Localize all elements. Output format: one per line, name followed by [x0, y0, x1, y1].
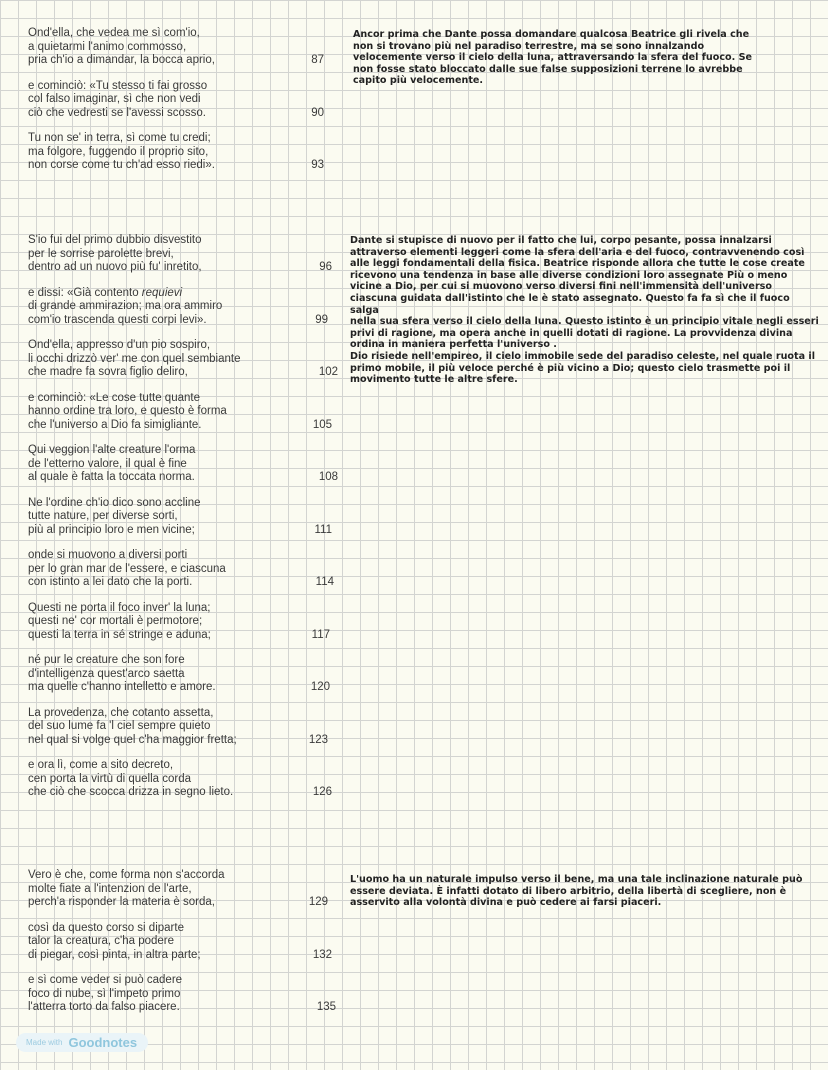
stanza — [28, 549, 348, 590]
verse-line: che madre fa sovra figlio deliro, — [28, 366, 188, 378]
verse-line: Vero è che, come forma non s'accorda — [28, 869, 225, 881]
verse-number: 99 — [315, 313, 328, 326]
verse-line: Ond'ella, che vedea me sì com'io, — [28, 27, 200, 39]
verse-line: e ora lì, come a sito decreto, — [28, 759, 174, 771]
verse-line: Ond'ella, appresso d'un pio sospiro, — [28, 339, 211, 351]
verse-line: con istinto a lei dato che la porti. — [28, 576, 193, 588]
verse-line: per lo gran mar de l'essere, e ciascuna — [28, 562, 226, 575]
verse-line: né pur le creature che son fore — [28, 654, 185, 666]
commentary-note: Dante si stupisce di nuovo per il fatto che lui, corpo pesante, possa innalzarsi attraverso elementi leggeri come la sfera dell'aria e del fuoco, contravvenendo così alle leggi fondamentali della fisica. Beatrice risponde allora che tutte le cose create ricevono una tendenza in base alle diverse condizioni loro assegnate Più o meno vicine a Dio, per cui si muovono verso diversi fini nell'immensità dell'universo ciascuna guidata dall'istinto che le è stato assegnato. Questo fa fa sì che il fuoco salga nella sua sfera verso il cielo della luna. Questo istinto è un principio vitale negli esseri privi di ragione, ma opera anche in quelli dotati di ragione. La provvidenza divina ordina in maniera perfetta l'universo . Dio risiede nell'empireo, il cielo immobile sede del paradiso celeste, nel quale ruota il primo mobile, il più veloce perché è più vicino a Dio; questo cielo trasmette poi il movimento tutte le altre sfere. — [350, 235, 819, 386]
verse-line: foco di nube, sì l'impeto primo — [28, 987, 181, 1000]
verse-line: per le sorrise parolette brevi, — [28, 247, 174, 260]
watermark-made-with: Made with — [26, 1038, 63, 1047]
verse-line: col falso imaginar, sì che non vedi — [28, 93, 201, 105]
verse-line: S'io fui del primo dubbio disvestito — [28, 234, 202, 246]
verse-line: d'intelligenza quest'arco saetta — [28, 667, 185, 680]
verse-line: onde si muovono a diversi porti — [28, 549, 188, 561]
verse-line: così da questo corso si diparte — [28, 921, 184, 934]
verse-line: ciò che vedresti se l'avessi scosso. — [28, 106, 206, 119]
verse-line: Ne l'ordine ch'io dico sono accline — [28, 496, 201, 509]
verse-block-2 — [28, 234, 348, 812]
watermark-brand: Goodnotes — [68, 1035, 138, 1050]
stanza — [28, 707, 348, 748]
stanza — [28, 339, 348, 380]
commentary-note: L'uomo ha un naturale impulso verso il bene, ma una tale inclinazione naturale può essere deviata. È infatti dotato di libero arbitrio, della libertà di scegliere, non è asservito alla volontà divina e può cedere ai farsi piaceri. — [350, 874, 803, 909]
verse-line: de l'etterno valore, il qual è fine — [28, 457, 187, 470]
verse-number: 117 — [311, 628, 330, 641]
verse-line: perch'a risponder la materia è sorda, — [28, 896, 215, 908]
verse-line: l'atterra torto da falso piacere. — [28, 1001, 180, 1013]
verse-line: talor la creatura, c'ha podere — [28, 935, 175, 947]
verse-block-1 — [28, 27, 348, 185]
verse-number: 96 — [319, 261, 332, 273]
verse-line: ma quelle c'hanno intelletto e amore. — [28, 681, 216, 693]
stanza — [28, 497, 348, 538]
verse-line: com'io trascenda questi corpi levi». — [28, 313, 207, 326]
verse-line: pria ch'io a dimandar, la bocca aprio, — [28, 54, 215, 66]
verse-line: e cominciò: «Tu stesso ti fai grosso — [28, 79, 208, 92]
verse-text: e dissi: «Già contento requievi — [28, 286, 183, 299]
verse-line: cen porta la virtù di quella corda — [28, 772, 192, 785]
verse-number: 132 — [312, 948, 332, 961]
verse-line: questi ne' cor mortali è permotore; — [28, 615, 203, 627]
stanza — [28, 27, 348, 68]
stanza — [28, 287, 348, 328]
verse-line: questi la terra in sé stringe e aduna; — [28, 628, 211, 641]
verse-number: 114 — [315, 576, 334, 588]
verse-line: di piegar, così pinta, in altra parte; — [28, 948, 201, 961]
stanza — [28, 444, 348, 485]
verse-line: dentro ad un nuovo più fu' inretito, — [28, 261, 202, 273]
stanza — [28, 759, 348, 800]
verse-line: non corse come tu ch'ad esso riedi». — [28, 159, 215, 171]
italic-word: requievi — [141, 286, 183, 299]
stanza — [28, 392, 348, 433]
verse-line: molte fiate a l'intenzion de l'arte, — [28, 882, 192, 895]
verse-line: che l'universo a Dio fa simigliante. — [28, 418, 202, 431]
verse-number: 93 — [311, 159, 324, 171]
verse-line: nel qual si volge quel c'ha maggior fretta; — [28, 733, 237, 746]
verse-block-3 — [28, 869, 348, 1027]
stanza — [28, 922, 348, 963]
verse-line: di grande ammirazion; ma ora ammiro — [28, 300, 223, 312]
verse-line: li occhi drizzò ver' me con quel sembiante — [28, 352, 241, 365]
verse-number: 123 — [308, 733, 328, 746]
verse-number: 87 — [311, 54, 324, 66]
verse-line: a quietarmi l'animo commosso, — [28, 40, 187, 53]
verse-number: 102 — [318, 366, 338, 378]
stanza — [28, 602, 348, 643]
verse-number: 105 — [312, 418, 332, 431]
verse-line: Questi ne porta il foco inver' la luna; — [28, 601, 211, 614]
stanza — [28, 869, 348, 910]
stanza — [28, 654, 348, 695]
stanza — [28, 974, 348, 1015]
verse-line: tutte nature, per diverse sorti, — [28, 510, 178, 522]
verse-number: 135 — [316, 1001, 336, 1013]
verse-line: al quale è fatta la toccata norma. — [28, 471, 195, 483]
stanza — [28, 80, 348, 121]
verse-line: del suo lume fa 'l ciel sempre quieto — [28, 720, 211, 732]
verse-line: hanno ordine tra loro, e questo è forma — [28, 405, 227, 417]
verse-number: 90 — [311, 106, 324, 119]
verse-number: 120 — [310, 681, 330, 693]
verse-number: 111 — [314, 523, 332, 536]
stanza — [28, 234, 348, 275]
commentary-note: Ancor prima che Dante possa domandare qualcosa Beatrice gli rivela che non si trovano più nel paradiso terrestre, ma se sono innalzando velocemente verso il cielo della luna, attraversando la sfera del fuoco. Se non fosse stato bloccato dalle sue false supposizioni terrene lo avrebbe capito più velocemente. — [353, 29, 752, 87]
verse-line: Tu non se' in terra, sì come tu credi; — [28, 132, 211, 144]
verse-line: Qui veggion l'alte creature l'orma — [28, 444, 196, 456]
stanza — [28, 132, 348, 173]
verse-line: La provedenza, che cotanto assetta, — [28, 706, 214, 719]
verse-line: più al principio loro e men vicine; — [28, 523, 195, 536]
verse-number: 129 — [308, 896, 328, 908]
verse-line — [28, 287, 348, 301]
verse-number: 108 — [318, 471, 338, 483]
verse-number: 126 — [312, 786, 332, 798]
goodnotes-watermark — [16, 1033, 148, 1052]
verse-line: e sì come veder si può cadere — [28, 974, 183, 986]
verse-line: che ciò che scocca drizza in segno lieto. — [28, 786, 234, 798]
verse-line: e cominciò: «Le cose tutte quante — [28, 391, 200, 404]
verse-line: ma folgore, fuggendo il proprio sito, — [28, 145, 209, 158]
